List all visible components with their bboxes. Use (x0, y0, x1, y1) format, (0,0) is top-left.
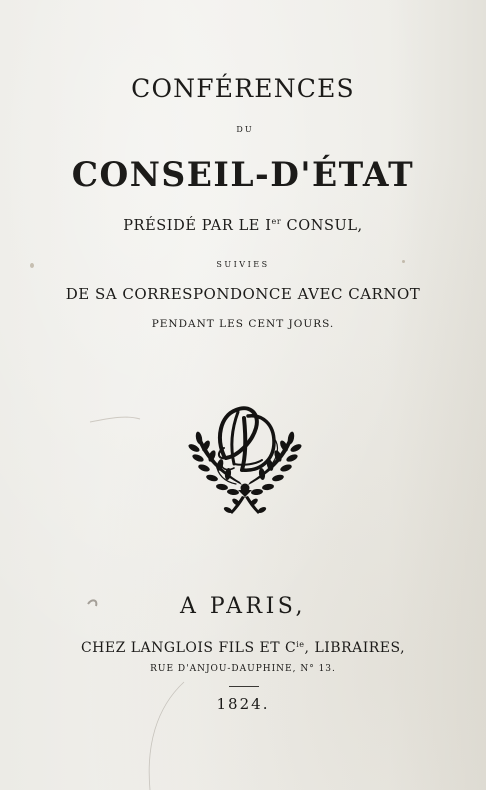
subtitle-preside-consul: CONSUL, (281, 218, 363, 234)
title-conferences: CONFÉRENCES (131, 74, 355, 103)
title-conseil-d-etat: CONSEIL-D'ÉTAT (71, 154, 415, 195)
foxing-spot (30, 263, 34, 268)
subtitle-preside-superscript: er (271, 217, 282, 226)
ld-monogram-laurel-wreath-icon (186, 398, 304, 520)
subtitle-preside (0, 218, 486, 234)
subtitle-pendant: PENDANT LES CENT JOURS. (151, 318, 335, 330)
imprint-publisher (0, 641, 486, 655)
imprint-address: RUE D'ANJOU-DAUPHINE, N° 13. (150, 664, 336, 674)
imprint-publisher-name: CHEZ LANGLOIS FILS ET C (80, 640, 297, 656)
imprint-city: A PARIS, (179, 594, 307, 619)
subtitle-preside-text: PRÉSIDÉ PAR LE I (123, 218, 272, 234)
subtitle-suivies: SUIVIES (216, 260, 270, 269)
imprint-publisher-superscript: ie (296, 640, 305, 649)
imprint-rule (229, 686, 259, 687)
title-du: DU (236, 125, 254, 134)
foxing-spot (402, 260, 405, 263)
imprint-publisher-libraires: , LIBRAIRES, (304, 640, 406, 656)
imprint-year: 1824. (216, 695, 270, 713)
subtitle-correspondance: DE SA CORRESPONDONCE AVEC CARNOT (65, 285, 421, 303)
